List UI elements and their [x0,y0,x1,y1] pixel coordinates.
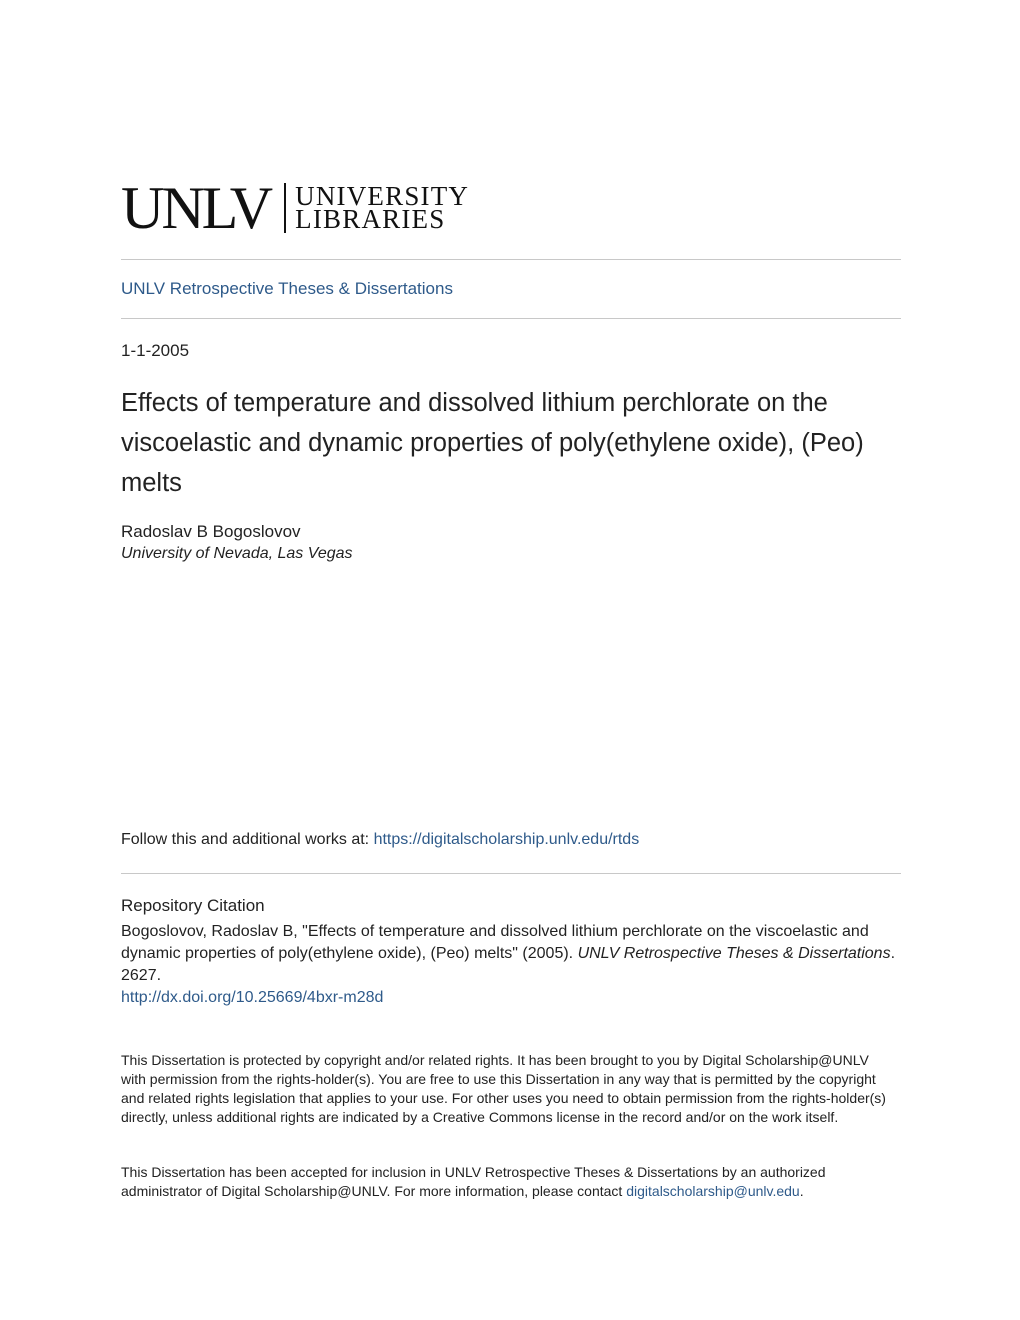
divider-citation [121,873,901,874]
logo-divider [284,183,286,233]
publication-date: 1-1-2005 [121,341,190,360]
follow-prefix: Follow this and additional works at: [121,831,374,848]
contact-email-link[interactable]: digitalscholarship@unlv.edu [626,1183,800,1199]
doi-link[interactable]: http://dx.doi.org/10.25669/4bxr-m28d [121,989,384,1006]
acceptance-note [121,1163,886,1201]
citation-journal: UNLV Retrospective Theses & Dissertations [577,945,891,962]
unlv-libraries-logo [121,175,470,241]
divider-top [121,259,901,260]
citation-text: Bogoslovov, Radoslav B, "Effects of temperature and dissolved lithium perchlorate on the viscoelastic and dynamic properties of poly(ethylene oxide), (Peo) melts" (2005). [121,923,869,962]
series-link[interactable]: UNLV Retrospective Theses & Dissertations [121,279,453,298]
citation-heading: Repository Citation [121,896,265,915]
document-title: Effects of temperature and dissolved lithium perchlorate on the viscoelastic and dynamic properties of poly(ethylene oxide), (Peo) melts [121,389,864,497]
rights-note: This Dissertation is protected by copyright and/or related rights. It has been brought to you by Digital Scholarship@UNLV with permission from the rights-holder(s). You are free to use this Dissertation in any way that is permitted by the copyright and related rights legislation that applies to your use. For other uses you need to obtain permission from the rights-holder(s) directly, unless additional rights are indicated by a Creative Commons license in the record and/or on the work itself. [121,1052,886,1125]
author-affiliation: University of Nevada, Las Vegas [121,545,353,562]
citation-block [121,921,901,1009]
logo-line-libraries: LIBRARIES [295,204,446,234]
follow-url-link[interactable]: https://digitalscholarship.unlv.edu/rtds [373,831,640,848]
acceptance-text: This Dissertation has been accepted for inclusion in UNLV Retrospective Theses & Dissertations by an authorized administrator of Digital Scholarship@UNLV. For more information, please contact [121,1164,826,1199]
citation-number: . 2627. [121,945,896,984]
logo-mark: UNLV [121,175,271,241]
acceptance-suffix: . [799,1183,804,1199]
follow-line [121,831,639,849]
divider-series [121,318,901,319]
author-name: Radoslav B Bogoslovov [121,522,301,541]
logo-wordmark [295,181,470,234]
logo-line-university: UNIVERSITY [295,181,470,211]
